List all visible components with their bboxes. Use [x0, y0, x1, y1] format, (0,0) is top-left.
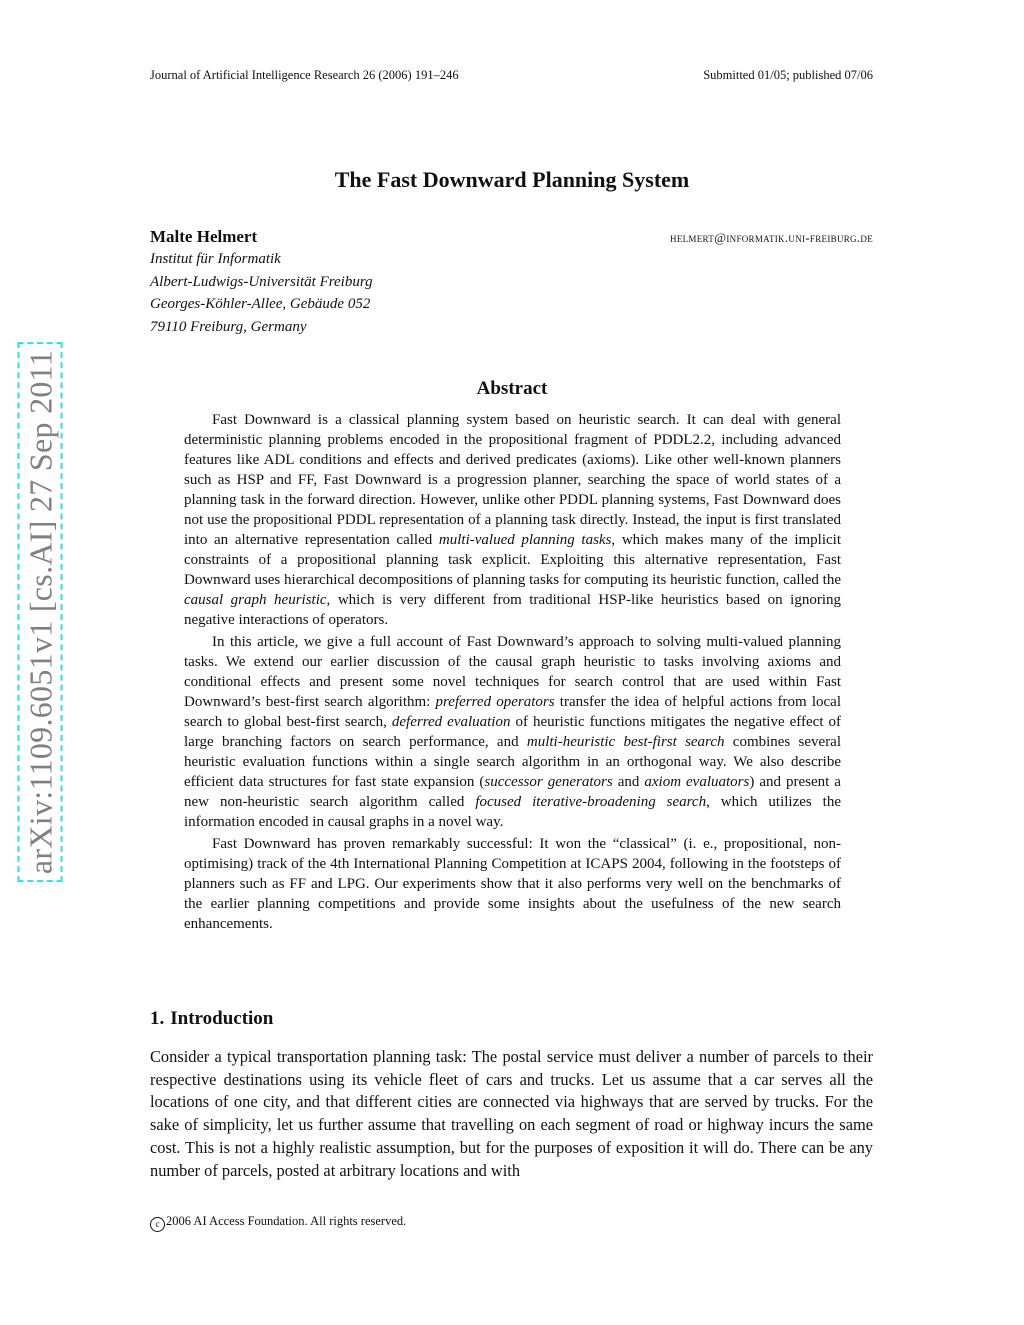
abstract-paragraph-2 — [184, 632, 841, 832]
emphasis-term: multi-valued planning tasks — [438, 532, 612, 548]
affiliation-line: Institut für Informatik — [150, 251, 281, 267]
paper-title: The Fast Downward Planning System — [334, 167, 690, 192]
abstract-heading: Abstract — [476, 378, 548, 399]
affiliation-line: Albert-Ludwigs-Universität Freiburg — [150, 274, 373, 290]
abstract-body — [184, 410, 841, 936]
emphasis-term: successor generators — [484, 774, 613, 790]
introduction-paragraph: Consider a typical transportation planning task: The postal service must deliver a number of parcels to their respective destinations using its vehicle fleet of cars and trucks. Let us assume that a car serves all the locations of one city, and that different cities are connected via highways that are served by trucks. For the sake of simplicity, let us further assume that travelling on each segment of road or highway incurs the same cost. This is not a highly realistic assumption, but for the purposes of exposition it will do. There can be any number of parcels, posted at arbitrary locations and with — [150, 1047, 873, 1180]
submission-dates: Submitted 01/05; published 07/06 — [703, 68, 873, 82]
abstract-text: Fast Downward is a classical planning system based on heuristic search. It can deal with general deterministic planning problems encoded in the propositional fragment of PDDL2.2, including advanced features like ADL conditions and effects and derived predicates (axioms). Like other well-known planners such as HSP and FF, Fast Downward is a progression planner, searching the space of world states of a planning task in the forward direction. However, unlike other PDDL planning systems, Fast Downward does not use the propositional PDDL representation of a planning task directly. Instead, the input is first translated into an alternative representation called — [184, 412, 841, 548]
emphasis-term: axiom evaluators — [644, 774, 750, 790]
section-title: Introduction — [170, 1008, 274, 1029]
abstract-text: , which makes many of the implicit constraints of a propositional planning task explicit. Exploiting this alternative representation, Fast Downward uses hierarchical decompositions of planning tasks for computing its heuristic function, called the — [184, 532, 841, 588]
emphasis-term: preferred operators — [435, 694, 555, 710]
abstract-text: and — [612, 774, 645, 790]
emphasis-term: causal graph heuristic — [184, 592, 327, 608]
abstract-text: ) and present a new non-heuristic search algorithm called — [184, 774, 841, 810]
author-name: Malte Helmert — [150, 227, 258, 246]
copyright-text: 2006 AI Access Foundation. All rights reserved. — [166, 1214, 407, 1228]
abstract-text: In this article, we give a full account of Fast Downward’s approach to solving multi-valued planning tasks. We extend our earlier discussion of the causal graph heuristic to tasks involving axioms and conditional effects and present some novel techniques for search control that are used within Fast Downward’s best-first search algorithm: — [184, 634, 841, 710]
section-heading-introduction — [150, 1008, 273, 1030]
abstract-text: , which is very different from traditional HSP-like heuristics based on ignoring negative interactions of operators. — [184, 592, 841, 628]
copyright-footer — [150, 1214, 406, 1232]
emphasis-term: focused iterative-broadening search — [475, 794, 707, 810]
abstract-paragraph-1 — [184, 410, 841, 630]
affiliation-line: 79110 Freiburg, Germany — [150, 319, 307, 335]
affiliation-line: Georges-Köhler-Allee, Gebäude 052 — [150, 296, 371, 312]
abstract-paragraph-3: Fast Downward has proven remarkably successful: It won the “classical” (i. e., propositional, non-optimising) track of the 4th International Planning Competition at ICAPS 2004, following in the footsteps of planners such as FF and LPG. Our experiments show that it also performs very well on the benchmarks of the earlier planning competitions and provide some insights about the usefulness of the new search enhancements. — [184, 836, 841, 932]
abstract-text: of heuristic functions mitigates the negative effect of large branching factors on search performance, and — [184, 714, 842, 750]
copyright-icon: c — [150, 1217, 165, 1232]
arxiv-identifier-stamp[interactable]: arXiv:1109.6051v1 [cs.AI] 27 Sep 2011 — [18, 342, 63, 882]
section-number: 1. — [150, 1008, 165, 1029]
emphasis-term: multi-heuristic best-first search — [526, 734, 725, 750]
abstract-text: combines several heuristic evaluation functions within a single search algorithm in an orthogonal way. We also describe efficient data structures for fast state expansion ( — [184, 734, 842, 790]
author-email[interactable]: helmert@informatik.uni-freiburg.de — [670, 230, 873, 245]
abstract-text: transfer the idea of helpful actions from local search to global best-first search, — [184, 694, 841, 730]
journal-header: Journal of Artificial Intelligence Research 26 (2006) 191–246 — [150, 68, 459, 82]
abstract-text: , which utilizes the information encoded in causal graphs in a novel way. — [184, 794, 842, 830]
emphasis-term: deferred evaluation — [391, 714, 511, 730]
